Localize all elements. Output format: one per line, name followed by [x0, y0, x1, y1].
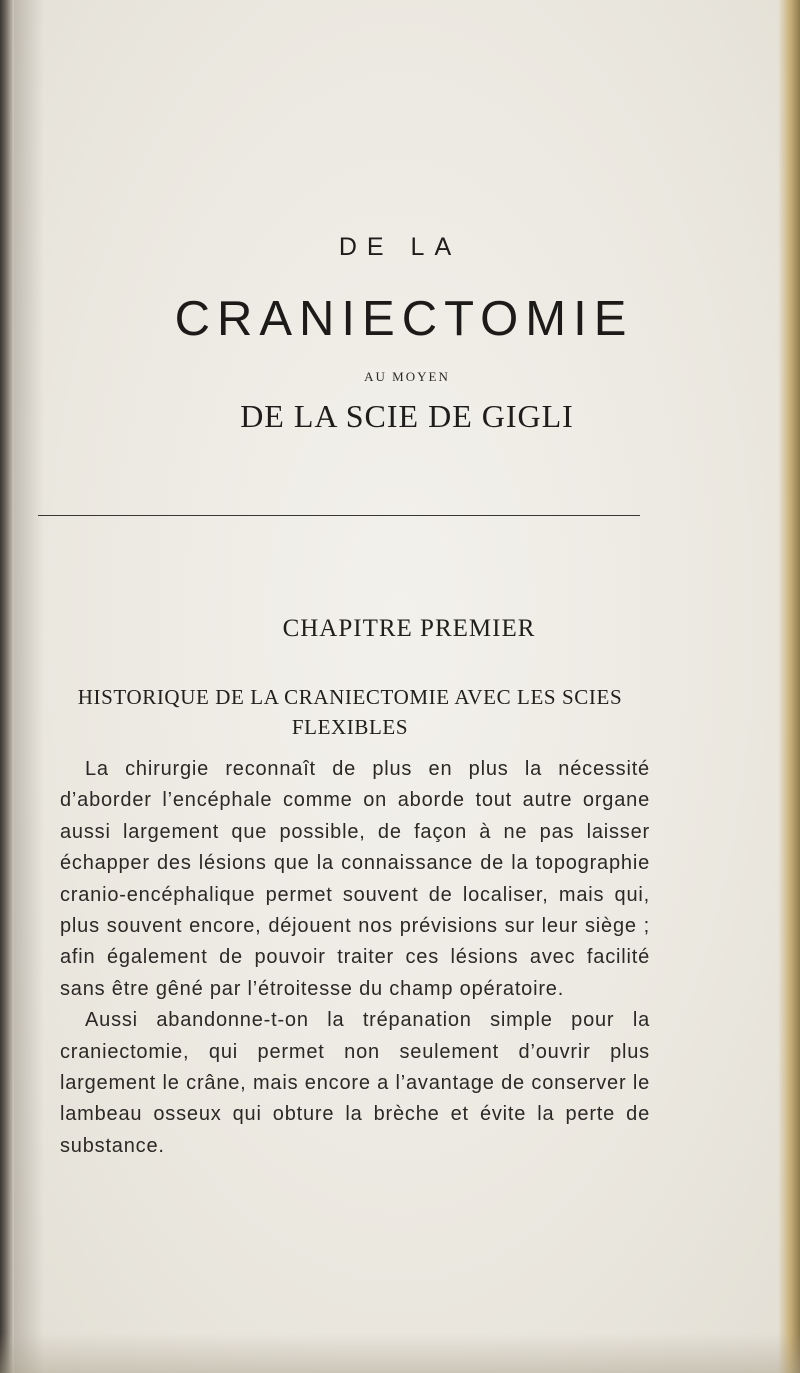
chapter-heading: CHAPITRE PREMIER	[282, 615, 536, 642]
main-title: CRANIECTOMIE	[174, 292, 634, 346]
paragraph: La chirurgie reconnaît de plus en plus la nécessité d’aborder l’encéphale comme on aborde tout autre organe aussi largement que possible, de façon à ne pas laisser échapper des lésions que la connaissance de la topographie cranio-encéphalique permet souvent de localiser, mais qui, plus souvent encore, déjouent nos prévisions sur leur siège ; afin également de pouvoir traiter ces lésions avec facilité sans être gêné par l’étroitesse du champ opératoire.	[60, 758, 650, 1000]
page-binding-edge	[0, 0, 14, 1373]
body-text	[60, 754, 650, 1162]
binding-shadow	[14, 0, 44, 1373]
paragraph: Aussi abandonne-t-on la trépanation simple pour la craniectomie, qui permet non seulement d’ouvrir plus largement le crâne, mais encore a l’avantage de conserver le lambeau osseux qui obture la brèche et évite la perte de substance.	[60, 1009, 650, 1157]
title-connector: AU MOYEN	[364, 369, 450, 384]
section-title: HISTORIQUE DE LA CRANIECTOMIE AVEC LES SCIES FLEXIBLES	[77, 685, 623, 739]
page-right-edge	[778, 0, 800, 1373]
page-bottom-edge	[0, 1333, 800, 1373]
title-prefix: DE LA	[338, 233, 462, 261]
horizontal-rule	[38, 515, 640, 516]
subtitle: DE LA SCIE DE GIGLI	[240, 398, 574, 434]
